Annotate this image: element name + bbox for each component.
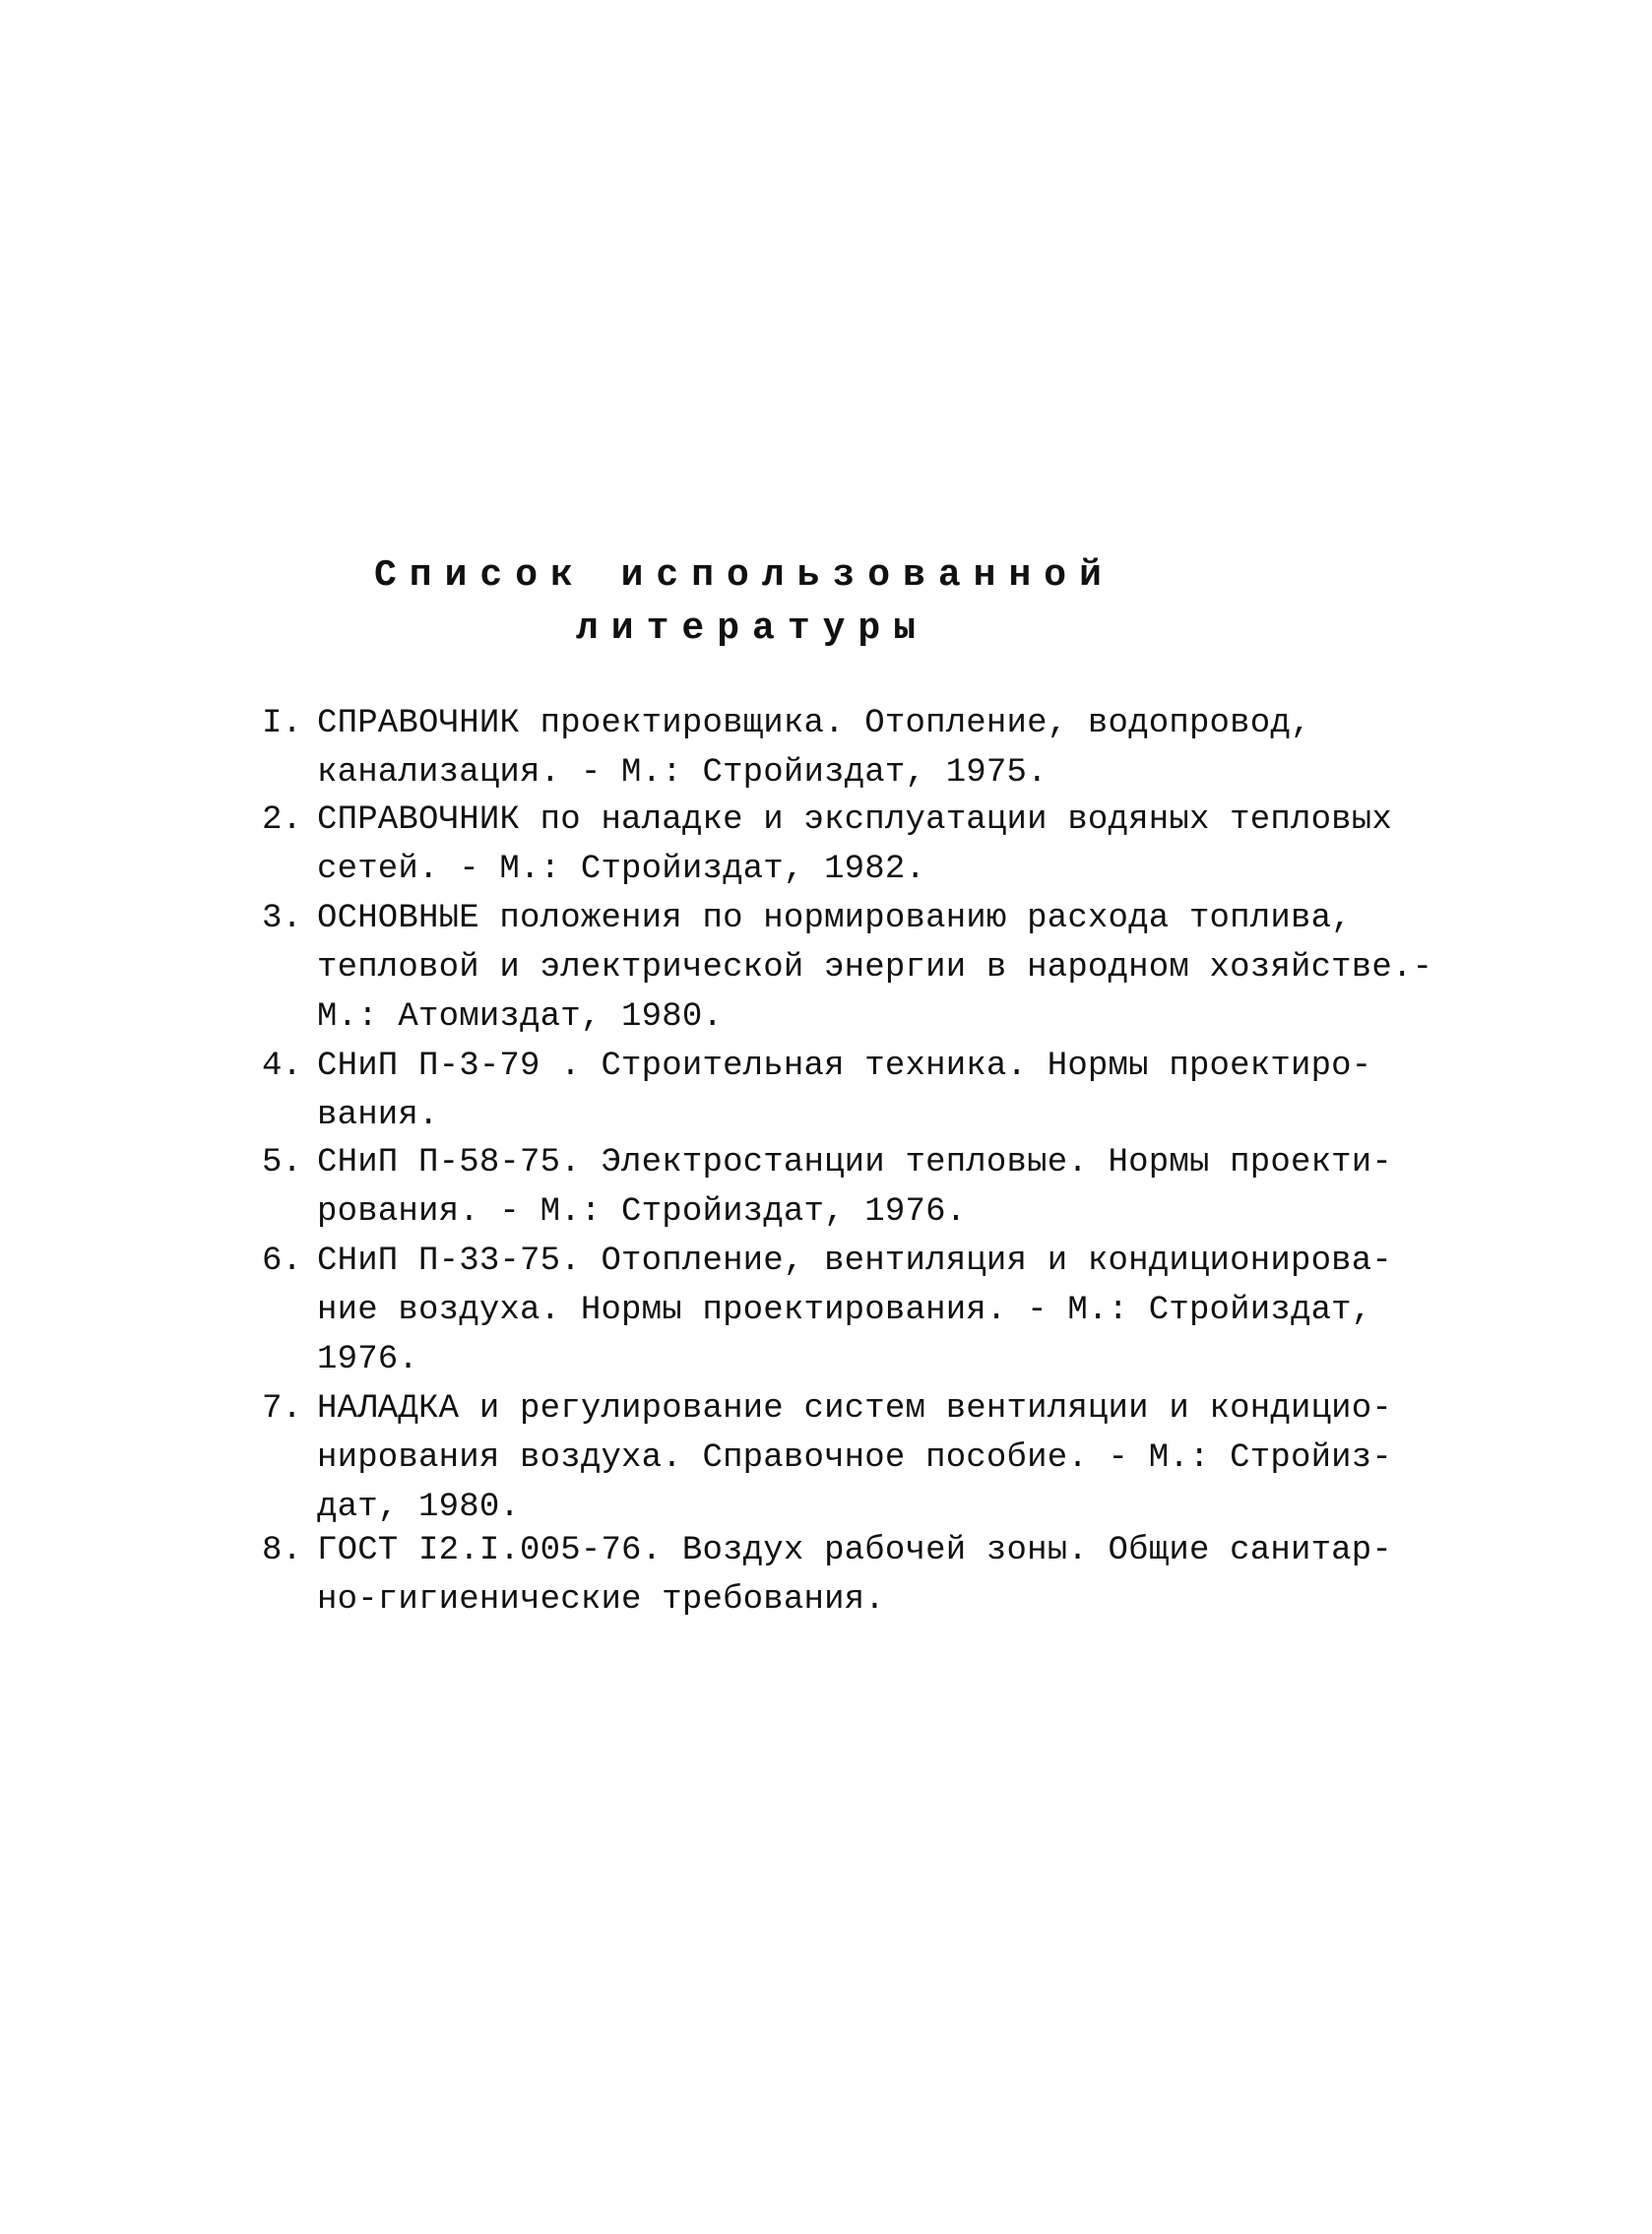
- reference-text-line: НАЛАДКА и регулирование систем вентиляции и кондицио-: [317, 1390, 1392, 1428]
- reference-text-line: дат, 1980.: [317, 1489, 521, 1526]
- reference-text-line: рования. - М.: Стройиздат, 1976.: [317, 1193, 967, 1231]
- reference-number: 6.: [262, 1243, 302, 1280]
- reference-text-line: вания.: [317, 1097, 439, 1134]
- reference-text-line: канализация. - М.: Стройиздат, 1975.: [317, 754, 1048, 792]
- title-line-2: литературы: [576, 607, 929, 650]
- reference-number: 5.: [262, 1144, 302, 1181]
- reference-text-line: ОСНОВНЫЕ положения по нормированию расхода топлива,: [317, 900, 1352, 937]
- reference-text-line: тепловой и электрической энергии в народном хозяйстве.-: [317, 949, 1433, 987]
- reference-item: [254, 796, 1435, 894]
- reference-text-line: но-гигиенические требования.: [317, 1581, 885, 1619]
- reference-text-line: ГОСТ I2.I.005-76. Воздух рабочей зоны. Общие санитар-: [317, 1532, 1392, 1569]
- reference-item: [254, 1526, 1435, 1625]
- reference-text-line: нирования воздуха. Справочное пособие. - М.: Стройиз-: [317, 1439, 1392, 1477]
- reference-number: 2.: [262, 801, 302, 839]
- reference-text-line: сетей. - М.: Стройиздат, 1982.: [317, 851, 926, 888]
- reference-item: [254, 1138, 1435, 1237]
- reference-item: [254, 894, 1435, 1042]
- reference-text-line: СНиП П-58-75. Электростанции тепловые. Нормы проекти-: [317, 1144, 1392, 1181]
- reference-number: I.: [262, 705, 302, 742]
- reference-list: [254, 699, 1435, 1619]
- reference-number: 3.: [262, 900, 302, 937]
- title-line-1: Список использованной: [374, 554, 1114, 597]
- reference-item: [254, 1042, 1435, 1140]
- reference-number: 4.: [262, 1048, 302, 1085]
- reference-text-line: 1976.: [317, 1341, 419, 1378]
- page-title: [374, 549, 1221, 656]
- reference-number: 7.: [262, 1390, 302, 1428]
- reference-number: 8.: [262, 1532, 302, 1569]
- reference-text-line: СНиП П-33-75. Отопление, вентиляция и кондиционирова-: [317, 1243, 1392, 1280]
- reference-text-line: СПРАВОЧНИК проектировщика. Отопление, водопровод,: [317, 705, 1311, 742]
- reference-text-line: СПРАВОЧНИК по наладке и эксплуатации водяных тепловых: [317, 801, 1392, 839]
- reference-item: [254, 1237, 1435, 1384]
- reference-text-line: ние воздуха. Нормы проектирования. - М.: Стройиздат,: [317, 1292, 1372, 1329]
- reference-item: [254, 1384, 1435, 1532]
- reference-text-line: СНиП П-3-79 . Строительная техника. Нормы проектиро-: [317, 1048, 1372, 1085]
- reference-text-line: М.: Атомиздат, 1980.: [317, 998, 724, 1036]
- reference-item: [254, 699, 1435, 798]
